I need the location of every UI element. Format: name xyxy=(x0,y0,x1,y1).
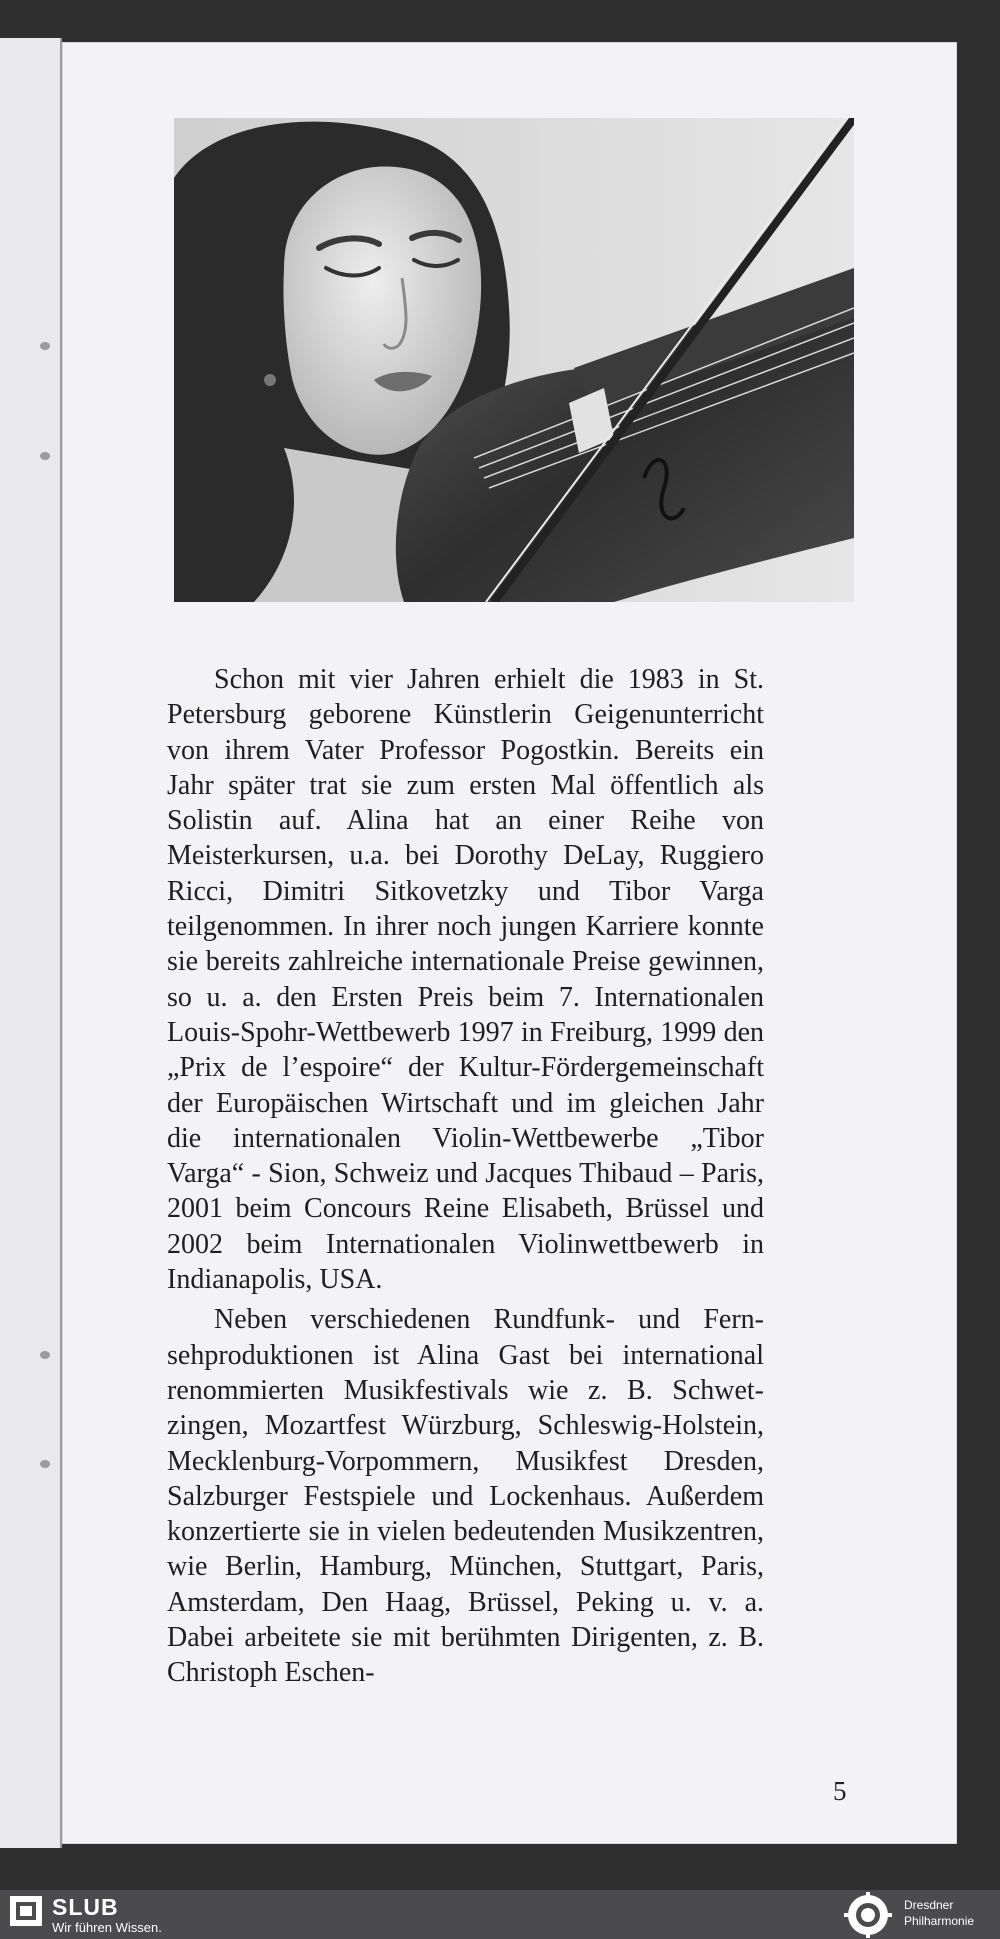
article-body xyxy=(167,662,764,1696)
philharmonie-line-2: Philharmonie xyxy=(904,1914,975,1928)
page-number: 5 xyxy=(833,1776,847,1806)
left-page-edge xyxy=(0,38,62,1848)
philharmonie-line-1: Dresdner xyxy=(904,1898,954,1912)
punch-hole xyxy=(40,342,50,350)
slub-name: SLUB xyxy=(52,1894,119,1920)
punch-hole xyxy=(40,1460,50,1468)
footer-bar xyxy=(0,1890,1000,1939)
violinist-photo xyxy=(174,118,854,602)
article-paragraph: Schon mit vier Jahren erhielt die 1983 in St. Petersburg geborene Künstlerin Geigenunterricht von ihrem Vater Professor Pogostkin. Bereits ein Jahr später trat sie zum ersten Mal öffentlich als Solistin auf. Alina hat an einer Reihe von Meisterkursen, u.a. bei Dorothy DeLay, Ruggiero Ricci, Dimitri Sitkovetzky und Tibor Varga teilgenommen. In ihrer noch jungen Karriere konnte sie bereits zahlreiche internationale Preise gewinnen, so u. a. den Ersten Preis beim 7. Internationalen Louis-Spohr-Wettbewerb 1997 in Freiburg, 1999 den „Prix de l’espoire“ der Kultur-Fördergemeinschaft der Europäischen Wirtschaft und im gleichen Jahr die internationalen Violin-Wettbewerbe „Tibor Varga“ - Sion, Schweiz und Jacques Thibaud – Paris, 2001 beim Concours Reine Elisabeth, Brüssel und 2002 beim Internationalen Violinwettbewerb in Indianapolis, USA. xyxy=(167,664,764,1296)
philharmonie-logo-icon xyxy=(842,1892,894,1938)
punch-hole xyxy=(40,452,50,460)
slub-logo-icon xyxy=(10,1896,42,1926)
article-paragraph: Neben verschiedenen Rundfunk- und Fernsehproduktionen ist Alina Gast bei international renommierten Musikfestivals wie z. B. Schwetzingen, Mozartfest Würzburg, Schleswig-Holstein, Mecklenburg-Vorpommern, Musikfest Dresden, Salzburger Festspiele und Lockenhaus. Außerdem konzertierte sie in vielen bedeutenden Musikzentren, wie Berlin, Hamburg, München, Stuttgart, Paris, Amsterdam, Den Haag, Brüssel, Peking u. v. a. Dabei arbeitete sie mit berühmten Dirigenten, z. B. Christoph Eschen- xyxy=(167,1304,764,1689)
slub-tagline: Wir führen Wissen. xyxy=(52,1920,162,1935)
punch-hole xyxy=(40,1351,50,1359)
